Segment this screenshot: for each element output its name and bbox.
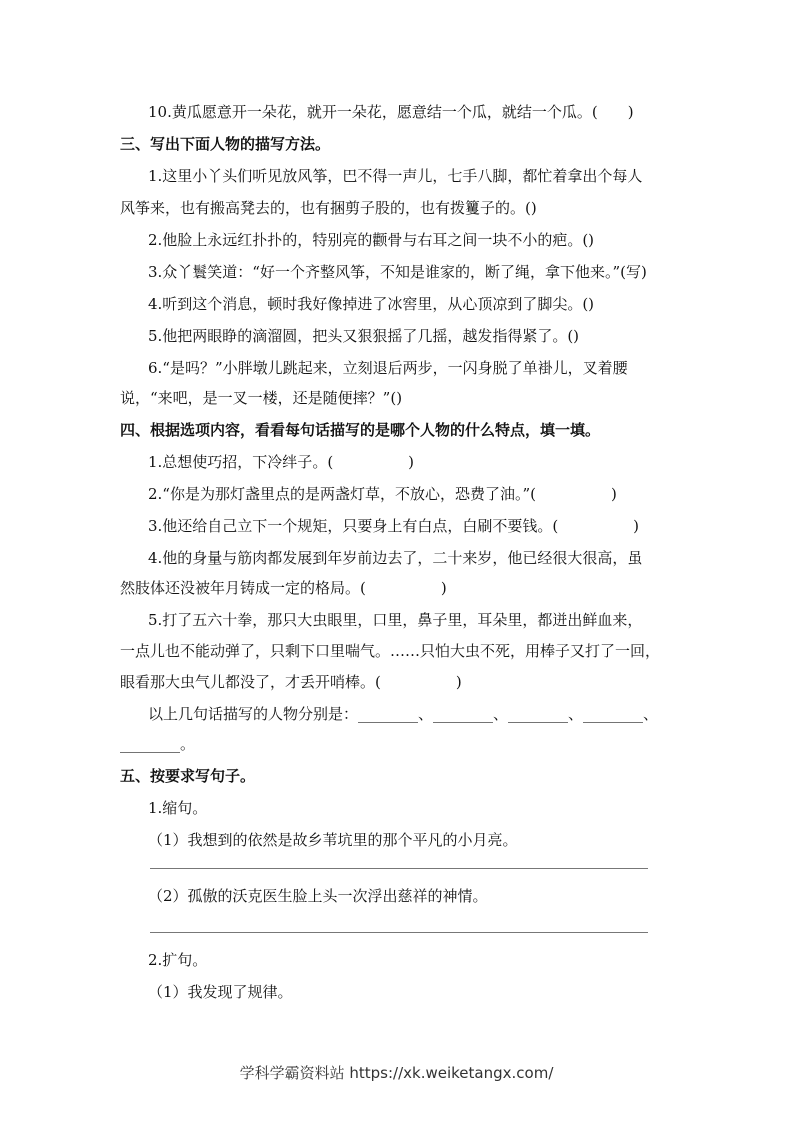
s5-part-1-label: 1.缩句。	[148, 799, 208, 817]
s4-summary-line-2: ________。	[120, 735, 196, 753]
s3-item-1-line-2: 风筝来，也有搬高凳去的，也有捆剪子股的，也有拨籰子的。()	[120, 199, 537, 217]
s5-part-1-q2: （2）孤傲的沃克医生脸上头一次浮出慈祥的神情。	[148, 887, 488, 905]
s3-item-4: 4.听到这个消息，顿时我好像掉进了冰窖里，从心顶凉到了脚尖。()	[148, 295, 595, 313]
answer-line-1[interactable]	[150, 868, 648, 869]
section-4-heading: 四、根据选项内容，看看每句话描写的是哪个人物的什么特点，填一填。	[120, 421, 601, 439]
s4-item-1: 1.总想使巧招，下冷绊子。( )	[148, 453, 415, 471]
answer-line-2[interactable]	[150, 932, 648, 933]
question-10: 10.黄瓜愿意开一朵花，就开一朵花，愿意结一个瓜，就结一个瓜。( )	[148, 103, 634, 121]
s3-item-3: 3.众丫鬟笑道：“好一个齐整风筝，不知是谁家的，断了绳，拿下他来。”(写)	[148, 263, 647, 281]
s4-item-5-line-2: 一点儿也不能动弹了，只剩下口里喘气。……只怕大虫不死，用棒子又打了一回，	[120, 642, 661, 660]
s5-part-1-q1: （1）我想到的依然是故乡苇坑里的那个平凡的小月亮。	[148, 831, 518, 849]
section-3-heading: 三、写出下面人物的描写方法。	[120, 135, 331, 153]
section-5-heading: 五、按要求写句子。	[120, 767, 256, 785]
s3-item-5: 5.他把两眼睁的滴溜圆，把头又狠狠摇了几摇，越发指得紧了。()	[148, 327, 580, 345]
s4-summary-line-1: 以上几句话描写的人物分别是：________、________、________、________、	[148, 705, 659, 723]
s5-part-2-q1: （1）我发现了规律。	[148, 983, 293, 1001]
s4-item-5-line-3: 眼看那大虫气儿都没了，才丢开哨棒。( )	[120, 673, 462, 691]
s3-item-1-line-1: 1.这里小丫头们听见放风筝，巴不得一声儿，七手八脚，都忙着拿出个每人	[148, 167, 643, 185]
s5-part-2-label: 2.扩句。	[148, 951, 208, 969]
s3-item-6-line-1: 6.“是吗？”小胖墩儿跳起来，立刻退后两步，一闪身脱了单褂儿，叉着腰	[148, 359, 628, 377]
s3-item-2: 2.他脸上永远红扑扑的，特别亮的颧骨与右耳之间一块不小的疤。()	[148, 231, 595, 249]
s4-item-2: 2.“你是为那灯盏里点的是两盏灯草，不放心，恐费了油。”( )	[148, 485, 617, 503]
s3-item-6-line-2: 说，“来吧，是一叉一楼，还是随便摔？”()	[120, 389, 403, 407]
s4-item-3: 3.他还给自己立下一个规矩，只要身上有白点，白刷不要钱。( )	[148, 517, 640, 535]
s4-item-5-line-1: 5.打了五六十拳，那只大虫眼里，口里，鼻子里，耳朵里，都迸出鲜血来，	[148, 611, 643, 629]
footer-site-credit: 学科学霸资料站 https://xk.weiketangx.com/	[239, 1064, 554, 1082]
s4-item-4-line-1: 4.他的身量与筋肉都发展到年岁前边去了，二十来岁，他已经很大很高，虽	[148, 549, 643, 567]
s4-item-4-line-2: 然肢体还没被年月铸成一定的格局。( )	[120, 579, 447, 597]
